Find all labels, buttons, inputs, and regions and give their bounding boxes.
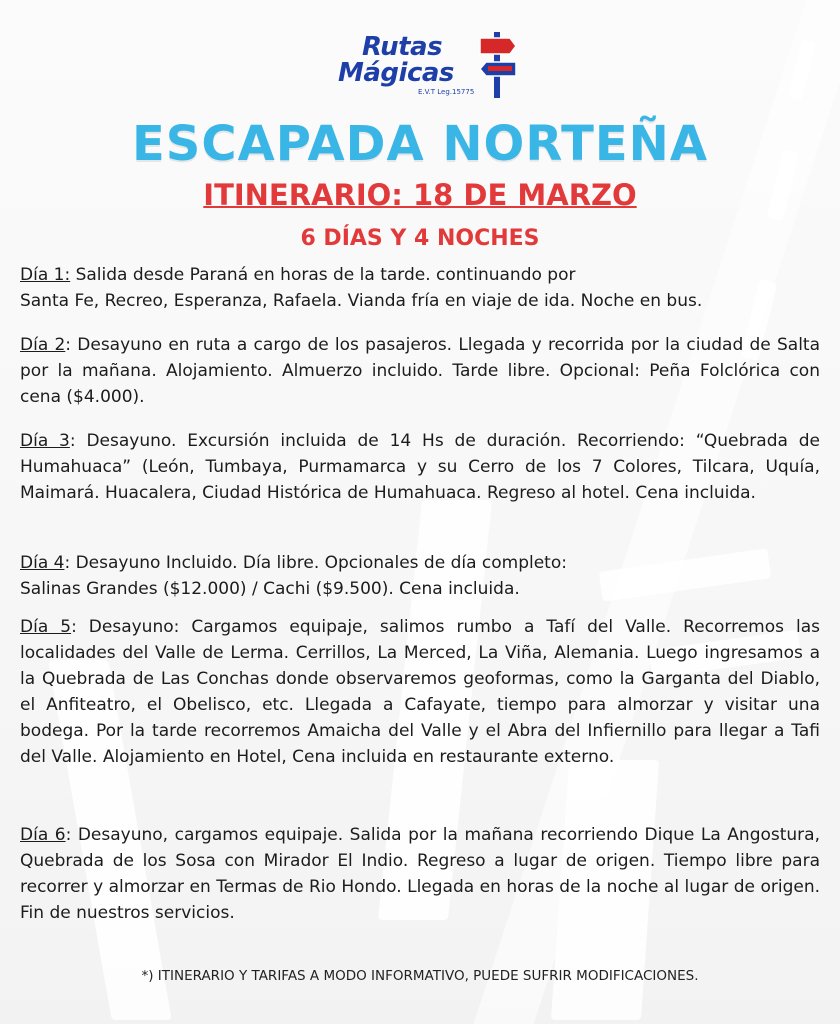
day-6 (20, 822, 820, 926)
day-text-line2: Salinas Grandes ($12.000) / Cachi ($9.500). Cena incluida. (20, 579, 520, 599)
logo-legajo: E.V.T Leg.15775 (418, 88, 475, 96)
day-4 (20, 550, 820, 602)
day-label: Día 4 (20, 553, 65, 573)
trip-duration: 6 DÍAS Y 4 NOCHES (300, 226, 540, 251)
signpost-icon (476, 30, 520, 100)
page-title: ESCAPADA NORTEÑA (132, 116, 708, 172)
day-label: Día 2 (20, 335, 66, 355)
day-2 (20, 332, 820, 410)
day-1 (20, 262, 820, 314)
brand-logo (336, 30, 526, 102)
day-text: : Desayuno: Cargamos equipaje, salimos rumbo a Tafí del Valle. Recorremos las localidades del Valle de Lerma. Cerrillos, La Merced, La Viña, Alemania. Luego ingresamos a la Quebrada de Las Conchas donde observaremos geoformas, como la Garganta del Diablo, el Anfiteatro, el Obelisco, etc. Llegada a Cafayate, tiempo para almorzar y visitar una bodega. Por la tarde recorremos Amaicha del Valle y el Abra del Infiernillo para llegar a Tafi del Valle. Alojamiento en Hotel, Cena incluida en restaurante externo. (20, 617, 820, 767)
day-label: Día 1: (20, 265, 71, 285)
day-label: Día 6 (20, 825, 66, 845)
logo-word-rutas: Rutas (362, 32, 443, 62)
itinerary-date: ITINERARIO: 18 DE MARZO (203, 178, 637, 212)
day-label: Día 3 (20, 431, 70, 451)
day-5 (20, 614, 820, 770)
day-text: : Desayuno, cargamos equipaje. Salida por la mañana recorriendo Dique La Angostura, Quebrada de los Sosa con Mirador El Indio. Regreso a lugar de origen. Tiempo libre para recorrer y almorzar en Termas de Rio Hondo. Llegada en horas de la noche al lugar de origen. Fin de nuestros servicios. (20, 825, 820, 923)
day-3 (20, 428, 820, 506)
day-text-line2: Santa Fe, Recreo, Esperanza, Rafaela. Vianda fría en viaje de ida. Noche en bus. (20, 291, 703, 311)
day-text: : Desayuno. Excursión incluida de 14 Hs de duración. Recorriendo: “Quebrada de Humahuaca” (León, Tumbaya, Purmamarca y su Cerro de los 7 Colores, Tilcara, Uquía, Maimará. Huacalera, Ciudad Histórica de Humahuaca. Regreso al hotel. Cena incluida. (20, 431, 820, 503)
disclaimer-footnote: *) ITINERARIO Y TARIFAS A MODO INFORMATIVO, PUEDE SUFRIR MODIFICACIONES. (141, 968, 699, 984)
logo-word-magicas: Mágicas (338, 58, 454, 88)
day-text: : Desayuno Incluido. Día libre. Opcionales de día completo: (64, 553, 567, 573)
day-label: Día 5 (20, 617, 72, 637)
day-text: : Desayuno en ruta a cargo de los pasajeros. Llegada y recorrida por la ciudad de Salta por la mañana. Alojamiento. Almuerzo incluido. Tarde libre. Opcional: Peña Folclórica con cena ($4.000). (20, 335, 820, 407)
day-text: Salida desde Paraná en horas de la tarde. continuando por (70, 265, 576, 285)
